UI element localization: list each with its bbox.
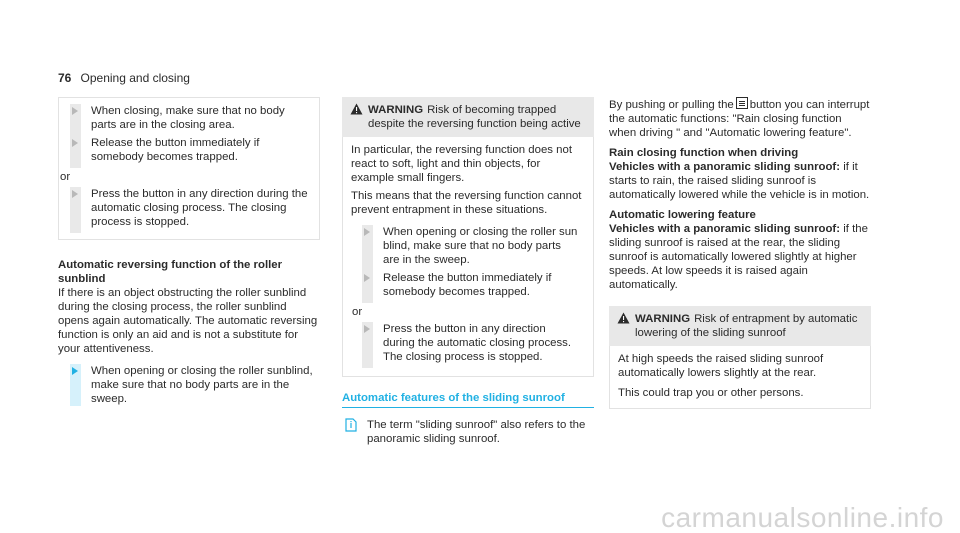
or-label: or (352, 306, 363, 318)
note-text: The term "sliding sunroof" also refers to the panoramic sliding sunroof. (367, 419, 586, 445)
step-item (362, 322, 585, 368)
arrow-icon (364, 274, 370, 282)
rain-text: if it starts to rain, the raised sliding sunroof is automatically lowered while the vehicle is in motion. (609, 161, 870, 201)
section-reversing (58, 258, 320, 406)
warning-box (342, 97, 594, 377)
action-text: When opening or closing the roller sunblind, make sure that no body parts are in the sweep. (91, 365, 313, 405)
arrow-icon (72, 107, 78, 115)
arrow-icon (72, 139, 78, 147)
warning-label: WARNING (368, 104, 424, 116)
lowering-heading: Automatic lowering feature (609, 209, 756, 221)
arrow-icon (364, 325, 370, 333)
step-text: When closing, make sure that no body parts are in the closing area. (91, 105, 285, 131)
rain-heading: Rain closing function when driving (609, 147, 799, 159)
column-3 (609, 97, 871, 409)
warning-text: Risk of entrapment by automatic lowering of the sliding sunroof (635, 313, 858, 339)
warning-body (609, 346, 871, 409)
arrow-icon (72, 367, 78, 375)
watermark: carmanualsonline.info (661, 502, 944, 533)
or-label: or (60, 171, 71, 183)
intro-text: By pushing or pulling the button you can interrupt the automatic functions: "Rain closing function when driving " and "Automatic lowering feature". (609, 99, 870, 139)
instruction-box (58, 97, 320, 240)
step-item (70, 104, 319, 136)
chapter-title: Opening and closing (80, 71, 190, 85)
rain-closing-block (609, 146, 871, 202)
page-header (58, 71, 190, 86)
warning-header (342, 97, 594, 137)
step-text: Press the button in any direction during the automatic closing process. The closing process is stopped. (91, 188, 308, 228)
step-item (362, 225, 585, 271)
warning-label: WARNING (635, 313, 691, 325)
arrow-icon (72, 190, 78, 198)
step-text: When opening or closing the roller sun blind, make sure that no body parts are in the sweep. (383, 226, 578, 266)
page-number: 76 (58, 71, 72, 85)
step-text: Release the button immediately if somebody becomes trapped. (383, 272, 552, 298)
warning-para: In particular, the reversing function does not react to soft, light and thin objects, for example small fingers. (351, 144, 572, 184)
warning-para: This means that the reversing function cannot prevent entrapment in these situations. (351, 190, 582, 216)
section-heading: Automatic reversing function of the roller sunblind (58, 259, 283, 285)
step-text: Press the button in any direction during the automatic closing process. The closing process is stopped. (383, 323, 572, 363)
warning-triangle-icon (350, 103, 368, 117)
info-icon (345, 418, 367, 446)
note (345, 418, 594, 446)
warning-triangle-icon (617, 312, 635, 326)
step-text: Release the button immediately if somebody becomes trapped. (91, 137, 260, 163)
rain-subheading: Vehicles with a panoramic sliding sunroof: (609, 161, 841, 173)
section-title: Automatic features of the sliding sunroof (342, 391, 594, 408)
lowering-block (609, 208, 871, 292)
warning-text: Risk of becoming trapped despite the reversing function being active (368, 104, 581, 130)
step-item (362, 271, 585, 303)
lowering-text: if the sliding sunroof is raised at the rear, the sliding sunroof is automatically lowered slightly at higher speeds. At low speeds it is raised again automatically. (609, 223, 868, 291)
warning-body (342, 137, 594, 377)
warning-box (609, 306, 871, 409)
arrow-icon (364, 228, 370, 236)
warning-header (609, 306, 871, 346)
warning-para: At high speeds the raised sliding sunroof automatically lowers slightly at the rear. (618, 353, 824, 379)
lowering-subheading: Vehicles with a panoramic sliding sunroof: (609, 223, 841, 235)
step-item (70, 136, 319, 168)
action-step (70, 364, 320, 406)
step-item (70, 187, 319, 233)
column-1 (58, 97, 320, 406)
section-body: If there is an object obstructing the roller sunblind during the closing process, the roller sunblind opens again automatically. The automatic reversing function is only an aid and is not a substitute for your attentiveness. (58, 287, 318, 355)
sunroof-button-icon (736, 97, 748, 109)
column-2 (342, 97, 594, 446)
warning-para: This could trap you or other persons. (618, 387, 804, 399)
